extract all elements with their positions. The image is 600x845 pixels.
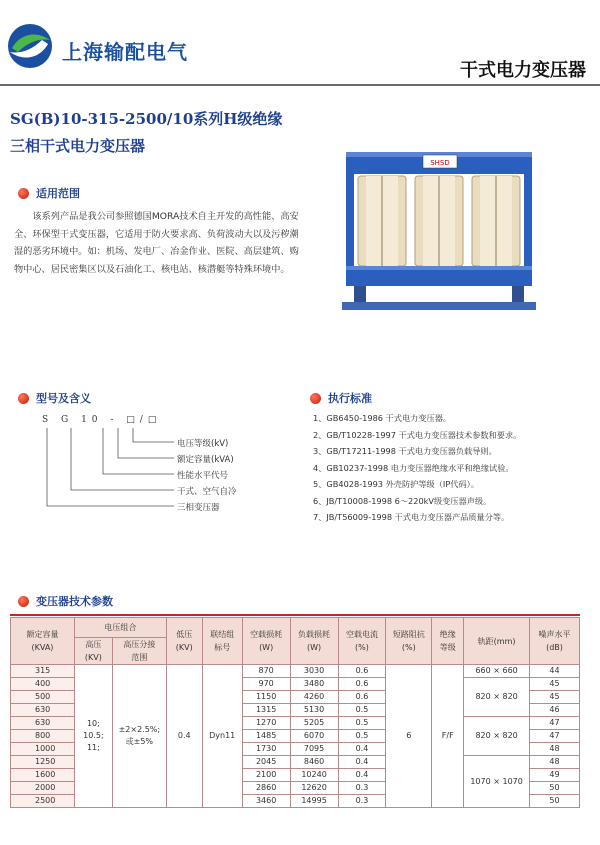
cell-hv-tap: ±2×2.5%; 或±5% — [112, 665, 166, 808]
cell-noise: 49 — [530, 769, 580, 782]
cell-no-load-loss: 1315 — [242, 704, 290, 717]
cell-lv: 0.4 — [166, 665, 202, 808]
header-track: 轨距(mm) — [464, 618, 530, 665]
standard-item: 5、GB4028-1993 外壳防护等级（IP代码）。 — [313, 479, 479, 489]
cell-no-load-current: 0.5 — [338, 730, 386, 743]
header-no-load-loss: 空载损耗 (W) — [242, 618, 290, 665]
cell-no-load-loss: 1730 — [242, 743, 290, 756]
cell-no-load-current: 0.4 — [338, 756, 386, 769]
cell-no-load-loss: 1270 — [242, 717, 290, 730]
header-divider — [0, 84, 600, 86]
cell-no-load-current: 0.6 — [338, 691, 386, 704]
cell-noise: 45 — [530, 691, 580, 704]
cell-no-load-loss: 2045 — [242, 756, 290, 769]
section-model-label: 型号及含义 — [36, 392, 91, 405]
cell-track: 820 × 820 — [464, 717, 530, 756]
cell-noise: 45 — [530, 678, 580, 691]
cell-no-load-current: 0.5 — [338, 717, 386, 730]
cell-noise: 48 — [530, 743, 580, 756]
cell-no-load-current: 0.4 — [338, 743, 386, 756]
model-label-three-phase: 三相变压器 — [177, 503, 220, 513]
model-label-cooling: 干式、空气自冷 — [177, 487, 237, 497]
product-title-line2: 三相干式电力变压器 — [10, 137, 146, 155]
cell-insulation: F/F — [432, 665, 464, 808]
cell-track: 820 × 820 — [464, 678, 530, 717]
document-type: 干式电力变压器 — [460, 60, 586, 81]
cell-no-load-current: 0.6 — [338, 665, 386, 678]
cell-noise: 46 — [530, 704, 580, 717]
cell-load-loss: 5205 — [290, 717, 338, 730]
cell-load-loss: 7095 — [290, 743, 338, 756]
cell-no-load-loss: 1150 — [242, 691, 290, 704]
cell-no-load-loss: 970 — [242, 678, 290, 691]
cell-capacity: 315 — [11, 665, 75, 678]
section-standards-heading — [310, 390, 372, 406]
standard-item: 7、JB/T56009-1998 干式电力变压器产品质量分等。 — [313, 512, 510, 522]
cell-load-loss: 10240 — [290, 769, 338, 782]
cell-noise: 44 — [530, 665, 580, 678]
header-impedance: 短路阻抗 (%) — [386, 618, 432, 665]
scope-paragraph: 该系列产品是我公司参照德国MORA技术自主开发的高性能、高安全、环保型干式变压器，它适用于防火要求高、负荷波动大以及污秽潮湿的恶劣环境中。如：机场、发电厂、冶金作业、医院、高层建筑、购物中心、居民密集区以及石油化工、核电站、核潜艇等特殊环境中。 — [14, 211, 299, 275]
cell-load-loss: 6070 — [290, 730, 338, 743]
cell-load-loss: 3480 — [290, 678, 338, 691]
cell-connection: Dyn11 — [202, 665, 242, 808]
model-label-voltage: 电压等级(kV) — [177, 439, 229, 449]
coil-1 — [358, 176, 406, 266]
cell-no-load-loss: 1485 — [242, 730, 290, 743]
cell-no-load-loss: 3460 — [242, 795, 290, 808]
header-noise: 噪声水平 (dB) — [530, 618, 580, 665]
standard-item: 3、GB/T17211-1998 干式电力变压器负载导则。 — [313, 446, 497, 456]
product-title-line1: SG(B)10-315-2500/10系列H级绝缘 — [10, 110, 283, 128]
bullet-icon — [18, 596, 29, 607]
cell-no-load-loss: 2860 — [242, 782, 290, 795]
cell-noise: 47 — [530, 717, 580, 730]
cell-load-loss: 8460 — [290, 756, 338, 769]
standard-item: 4、GB10237-1998 电力变压器绝缘水平和绝缘试验。 — [313, 462, 514, 473]
header-capacity: 额定容量 (KVA) — [11, 618, 75, 665]
page-header — [0, 0, 600, 88]
cell-load-loss: 4260 — [290, 691, 338, 704]
cell-no-load-loss: 870 — [242, 665, 290, 678]
table-top-rule — [10, 614, 580, 616]
cell-noise: 48 — [530, 756, 580, 769]
bullet-icon — [18, 188, 29, 199]
cell-load-loss: 3030 — [290, 665, 338, 678]
nameplate-text: SHSD — [430, 159, 450, 167]
spec-table — [10, 617, 580, 808]
cell-capacity: 630 — [11, 704, 75, 717]
cell-no-load-current: 0.3 — [338, 782, 386, 795]
section-table-label: 变压器技术参数 — [36, 595, 113, 608]
cell-impedance: 6 — [386, 665, 432, 808]
cell-noise: 50 — [530, 782, 580, 795]
model-label-capacity: 额定容量(kVA) — [177, 455, 234, 465]
header-lv: 低压 (KV) — [166, 618, 202, 665]
cell-capacity: 1250 — [11, 756, 75, 769]
swirl-logo-icon — [6, 22, 54, 70]
bullet-icon — [18, 393, 29, 404]
cell-no-load-current: 0.4 — [338, 769, 386, 782]
company-name: 上海输配电气 — [62, 40, 188, 64]
section-scope-heading — [18, 185, 80, 201]
header-voltage-group: 电压组合 — [74, 618, 166, 638]
header-hv-tap: 高压分接 范围 — [112, 638, 166, 665]
cell-hv: 10; 10.5; 11; — [74, 665, 112, 808]
header-hv: 高压 (KV) — [74, 638, 112, 665]
spec-table-body — [11, 665, 580, 808]
cell-capacity: 630 — [11, 717, 75, 730]
model-label-performance: 性能水平代号 — [177, 471, 229, 481]
coil-2 — [415, 176, 463, 266]
cell-capacity: 500 — [11, 691, 75, 704]
cell-no-load-loss: 2100 — [242, 769, 290, 782]
standard-item: 6、JB/T10008-1998 6～220kV级变压器声级。 — [313, 495, 492, 506]
section-table-heading — [18, 593, 113, 609]
cell-track: 1070 × 1070 — [464, 756, 530, 808]
table-row — [11, 665, 580, 678]
header-connection: 联结组 标号 — [202, 618, 242, 665]
section-standards-label: 执行标准 — [328, 392, 372, 405]
scope-text — [14, 208, 304, 278]
section-model-heading — [18, 390, 91, 406]
cell-capacity: 800 — [11, 730, 75, 743]
cell-no-load-current: 0.5 — [338, 704, 386, 717]
cell-capacity: 2500 — [11, 795, 75, 808]
section-scope-label: 适用范围 — [36, 187, 80, 200]
cell-capacity: 2000 — [11, 782, 75, 795]
cell-capacity: 400 — [11, 678, 75, 691]
header-insulation: 绝缘 等级 — [432, 618, 464, 665]
standards-list — [313, 410, 598, 526]
cell-load-loss: 14995 — [290, 795, 338, 808]
cell-track: 660 × 660 — [464, 665, 530, 678]
cell-capacity: 1600 — [11, 769, 75, 782]
cell-noise: 47 — [530, 730, 580, 743]
cell-no-load-current: 0.6 — [338, 678, 386, 691]
standard-item: 1、GB6450-1986 干式电力变压器。 — [313, 413, 452, 423]
cell-noise: 50 — [530, 795, 580, 808]
model-bracket-lines — [40, 428, 190, 518]
cell-capacity: 1000 — [11, 743, 75, 756]
header-no-load-current: 空载电流 (%) — [338, 618, 386, 665]
bullet-icon — [310, 393, 321, 404]
header-load-loss: 负载损耗 (W) — [290, 618, 338, 665]
cell-load-loss: 12620 — [290, 782, 338, 795]
model-code: S G 10 - □/□ — [42, 415, 162, 425]
standard-item: 2、GB/T10228-1997 干式电力变压器技术参数和要求。 — [313, 429, 522, 440]
cell-load-loss: 5130 — [290, 704, 338, 717]
transformer-image — [338, 152, 540, 317]
cell-no-load-current: 0.3 — [338, 795, 386, 808]
coil-3 — [472, 176, 520, 266]
